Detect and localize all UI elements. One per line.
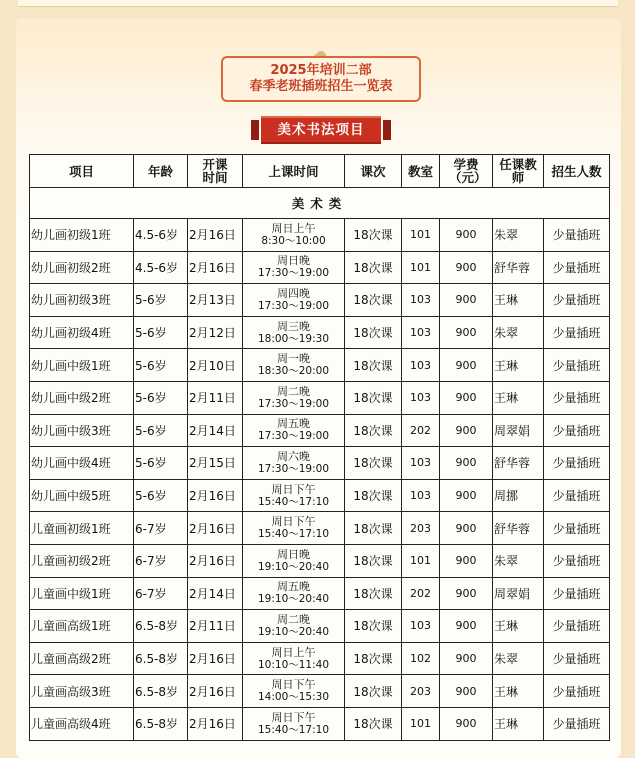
cell-time xyxy=(243,381,345,414)
cell-sessions: 18次课 xyxy=(345,610,402,643)
cell-start: 2月16日 xyxy=(188,544,243,577)
cell-time-day: 周日晚 xyxy=(277,547,310,561)
cell-project: 儿童画初级2班 xyxy=(30,544,134,577)
cell-age: 5-6岁 xyxy=(134,381,188,414)
cell-project: 幼儿画初级3班 xyxy=(30,284,134,317)
cell-quota: 少量插班 xyxy=(544,479,610,512)
cell-time-day: 周六晚 xyxy=(277,449,310,463)
cell-fee: 900 xyxy=(440,381,493,414)
table-row xyxy=(30,251,610,284)
col-header-teacher xyxy=(493,155,544,188)
cell-fee: 900 xyxy=(440,544,493,577)
schedule-table xyxy=(29,154,610,741)
cell-age: 6-7岁 xyxy=(134,512,188,545)
cell-start: 2月16日 xyxy=(188,251,243,284)
cell-fee: 900 xyxy=(440,642,493,675)
cell-fee: 900 xyxy=(440,577,493,610)
cell-age: 4.5-6岁 xyxy=(134,219,188,252)
cell-teacher: 王琳 xyxy=(493,675,544,708)
cell-room: 203 xyxy=(402,512,440,545)
cell-sessions: 18次课 xyxy=(345,316,402,349)
cell-quota: 少量插班 xyxy=(544,544,610,577)
cell-time-range: 15:40～17:10 xyxy=(257,528,330,541)
title-banner xyxy=(221,44,421,102)
cell-time-day: 周日下午 xyxy=(271,678,316,692)
cell-teacher: 周挪 xyxy=(493,479,544,512)
cell-sessions: 18次课 xyxy=(345,219,402,252)
cell-start: 2月13日 xyxy=(188,284,243,317)
col-header-fee xyxy=(440,155,493,188)
cell-project: 幼儿画初级2班 xyxy=(30,251,134,284)
table-row xyxy=(30,610,610,643)
cell-quota: 少量插班 xyxy=(544,642,610,675)
cell-start: 2月15日 xyxy=(188,447,243,480)
cell-time-day: 周日晚 xyxy=(277,254,310,268)
cell-time xyxy=(243,219,345,252)
cell-quota: 少量插班 xyxy=(544,577,610,610)
cell-sessions: 18次课 xyxy=(345,512,402,545)
cell-sessions: 18次课 xyxy=(345,707,402,740)
cell-quota: 少量插班 xyxy=(544,447,610,480)
col-header-age: 年龄 xyxy=(134,155,188,188)
col-header-start xyxy=(188,155,243,188)
cell-room: 103 xyxy=(402,610,440,643)
cell-room: 103 xyxy=(402,349,440,382)
cell-project: 幼儿画初级4班 xyxy=(30,316,134,349)
col-header-project: 项目 xyxy=(30,155,134,188)
cell-sessions: 18次课 xyxy=(345,479,402,512)
cell-teacher: 朱翠 xyxy=(493,316,544,349)
cell-time-range: 8:30～10:00 xyxy=(261,234,326,247)
cell-teacher: 周翠娟 xyxy=(493,414,544,447)
cell-quota: 少量插班 xyxy=(544,512,610,545)
cell-start: 2月11日 xyxy=(188,381,243,414)
cell-room: 103 xyxy=(402,284,440,317)
cell-project: 幼儿画中级4班 xyxy=(30,447,134,480)
cell-teacher: 朱翠 xyxy=(493,219,544,252)
cell-room: 103 xyxy=(402,381,440,414)
cell-time-range: 14:00～15:30 xyxy=(257,691,330,704)
cell-time-range: 17:30～19:00 xyxy=(257,430,330,443)
cell-time-day: 周日上午 xyxy=(271,645,316,659)
cell-start: 2月16日 xyxy=(188,219,243,252)
cell-age: 6-7岁 xyxy=(134,544,188,577)
cell-room: 101 xyxy=(402,544,440,577)
col-header-start-text: 开课时间 xyxy=(202,157,228,185)
cell-time xyxy=(243,414,345,447)
cell-age: 5-6岁 xyxy=(134,316,188,349)
table-row xyxy=(30,707,610,740)
cell-fee: 900 xyxy=(440,479,493,512)
table-header-row xyxy=(30,155,610,188)
cell-time-range: 17:30～19:00 xyxy=(257,462,330,475)
cell-start: 2月16日 xyxy=(188,479,243,512)
title-line-2: 春季老班插班招生一览表 xyxy=(249,79,393,94)
cell-quota: 少量插班 xyxy=(544,219,610,252)
cell-start: 2月14日 xyxy=(188,577,243,610)
cell-sessions: 18次课 xyxy=(345,642,402,675)
cell-teacher: 舒华蓉 xyxy=(493,447,544,480)
cell-time-day: 周二晚 xyxy=(277,612,310,626)
cell-time xyxy=(243,479,345,512)
cell-time xyxy=(243,316,345,349)
cell-age: 5-6岁 xyxy=(134,479,188,512)
cell-time xyxy=(243,707,345,740)
cell-teacher: 朱翠 xyxy=(493,642,544,675)
cell-time xyxy=(243,284,345,317)
cell-teacher: 周翠娟 xyxy=(493,577,544,610)
cell-room: 103 xyxy=(402,447,440,480)
table-row xyxy=(30,544,610,577)
cell-sessions: 18次课 xyxy=(345,414,402,447)
cell-sessions: 18次课 xyxy=(345,251,402,284)
content-card xyxy=(16,18,621,758)
cell-age: 5-6岁 xyxy=(134,447,188,480)
col-header-teacher-text: 任课教师 xyxy=(499,157,537,185)
cell-time-day: 周一晚 xyxy=(277,352,310,366)
cell-age: 6.5-8岁 xyxy=(134,642,188,675)
section-ribbon: 美术书法项目 xyxy=(261,116,381,144)
cell-time-day: 周日下午 xyxy=(271,710,316,724)
cell-quota: 少量插班 xyxy=(544,675,610,708)
cell-room: 202 xyxy=(402,577,440,610)
table-row xyxy=(30,414,610,447)
cell-time xyxy=(243,512,345,545)
cell-teacher: 王琳 xyxy=(493,349,544,382)
cell-sessions: 18次课 xyxy=(345,381,402,414)
cloud-ornament-icon: ☁ xyxy=(313,44,327,60)
cell-time xyxy=(243,577,345,610)
cell-quota: 少量插班 xyxy=(544,349,610,382)
cell-project: 幼儿画中级3班 xyxy=(30,414,134,447)
cell-time-day: 周日下午 xyxy=(271,515,316,529)
cell-teacher: 王琳 xyxy=(493,707,544,740)
table-row xyxy=(30,447,610,480)
col-header-fee-text: 学费（元） xyxy=(449,157,487,185)
cell-time-range: 19:10～20:40 xyxy=(257,593,330,606)
cell-time xyxy=(243,610,345,643)
cell-fee: 900 xyxy=(440,610,493,643)
col-header-sessions: 课次 xyxy=(345,155,402,188)
cell-sessions: 18次课 xyxy=(345,447,402,480)
cell-project: 儿童画初级1班 xyxy=(30,512,134,545)
table-row xyxy=(30,316,610,349)
table-row xyxy=(30,479,610,512)
cell-fee: 900 xyxy=(440,675,493,708)
cell-teacher: 王琳 xyxy=(493,284,544,317)
top-strip xyxy=(18,0,618,7)
schedule-table-wrap xyxy=(29,154,609,741)
cell-fee: 900 xyxy=(440,284,493,317)
cell-teacher: 王琳 xyxy=(493,610,544,643)
cell-time xyxy=(243,447,345,480)
cell-teacher: 朱翠 xyxy=(493,544,544,577)
cell-start: 2月16日 xyxy=(188,512,243,545)
cell-start: 2月14日 xyxy=(188,414,243,447)
table-row xyxy=(30,675,610,708)
cell-sessions: 18次课 xyxy=(345,577,402,610)
cell-time-day: 周三晚 xyxy=(277,319,310,333)
cell-project: 幼儿画中级1班 xyxy=(30,349,134,382)
cell-time-range: 15:40～17:10 xyxy=(257,723,330,736)
cell-sessions: 18次课 xyxy=(345,544,402,577)
cell-room: 102 xyxy=(402,642,440,675)
table-row xyxy=(30,219,610,252)
cell-room: 203 xyxy=(402,675,440,708)
cell-time xyxy=(243,642,345,675)
cell-time-day: 周五晚 xyxy=(277,580,310,594)
cell-age: 5-6岁 xyxy=(134,414,188,447)
cell-start: 2月11日 xyxy=(188,610,243,643)
cell-age: 6.5-8岁 xyxy=(134,707,188,740)
cell-room: 202 xyxy=(402,414,440,447)
cell-teacher: 舒华蓉 xyxy=(493,251,544,284)
cell-project: 幼儿画中级5班 xyxy=(30,479,134,512)
cell-start: 2月12日 xyxy=(188,316,243,349)
cell-quota: 少量插班 xyxy=(544,316,610,349)
cell-time-day: 周四晚 xyxy=(277,286,310,300)
cell-quota: 少量插班 xyxy=(544,610,610,643)
cell-room: 101 xyxy=(402,707,440,740)
col-header-quota: 招生人数 xyxy=(544,155,610,188)
cell-time xyxy=(243,251,345,284)
cell-project: 儿童画高级3班 xyxy=(30,675,134,708)
cell-project: 幼儿画中级2班 xyxy=(30,381,134,414)
title-line-1: 2025年培训二部 xyxy=(270,63,372,78)
cell-age: 6-7岁 xyxy=(134,577,188,610)
cell-project: 幼儿画初级1班 xyxy=(30,219,134,252)
cell-time-day: 周日上午 xyxy=(271,221,316,235)
cell-room: 101 xyxy=(402,219,440,252)
cell-project: 儿童画高级1班 xyxy=(30,610,134,643)
cell-sessions: 18次课 xyxy=(345,349,402,382)
cell-fee: 900 xyxy=(440,219,493,252)
cell-fee: 900 xyxy=(440,447,493,480)
cell-age: 5-6岁 xyxy=(134,284,188,317)
cell-fee: 900 xyxy=(440,349,493,382)
cell-time-range: 17:30～19:00 xyxy=(257,397,330,410)
cell-time-range: 19:10～20:40 xyxy=(257,625,330,638)
cell-fee: 900 xyxy=(440,251,493,284)
category-label: 美术类 xyxy=(30,188,610,219)
cell-project: 儿童画高级2班 xyxy=(30,642,134,675)
table-row xyxy=(30,512,610,545)
cell-quota: 少量插班 xyxy=(544,707,610,740)
category-row xyxy=(30,188,610,219)
cell-time-range: 10:10～11:40 xyxy=(257,658,330,671)
cell-start: 2月16日 xyxy=(188,675,243,708)
col-header-time: 上课时间 xyxy=(243,155,345,188)
cell-start: 2月16日 xyxy=(188,707,243,740)
cell-age: 4.5-6岁 xyxy=(134,251,188,284)
cell-time-range: 18:30～20:00 xyxy=(257,365,330,378)
cell-teacher: 王琳 xyxy=(493,381,544,414)
cell-time-range: 17:30～19:00 xyxy=(257,267,330,280)
cell-time-range: 17:30～19:00 xyxy=(257,299,330,312)
cell-time-range: 15:40～17:10 xyxy=(257,495,330,508)
cell-time-day: 周五晚 xyxy=(277,417,310,431)
table-row xyxy=(30,642,610,675)
table-row xyxy=(30,349,610,382)
cell-age: 5-6岁 xyxy=(134,349,188,382)
cell-time xyxy=(243,675,345,708)
table-row xyxy=(30,381,610,414)
cell-time-day: 周日下午 xyxy=(271,482,316,496)
cell-teacher: 舒华蓉 xyxy=(493,512,544,545)
cell-time-day: 周二晚 xyxy=(277,384,310,398)
cell-fee: 900 xyxy=(440,414,493,447)
cell-quota: 少量插班 xyxy=(544,284,610,317)
cell-time xyxy=(243,544,345,577)
cell-project: 儿童画高级4班 xyxy=(30,707,134,740)
cell-quota: 少量插班 xyxy=(544,381,610,414)
cell-age: 6.5-8岁 xyxy=(134,675,188,708)
cell-fee: 900 xyxy=(440,512,493,545)
cell-sessions: 18次课 xyxy=(345,284,402,317)
cell-quota: 少量插班 xyxy=(544,414,610,447)
cell-room: 103 xyxy=(402,479,440,512)
cell-age: 6.5-8岁 xyxy=(134,610,188,643)
col-header-room: 教室 xyxy=(402,155,440,188)
table-row xyxy=(30,577,610,610)
cell-sessions: 18次课 xyxy=(345,675,402,708)
cell-room: 101 xyxy=(402,251,440,284)
cell-time-range: 18:00～19:30 xyxy=(257,332,330,345)
cell-project: 儿童画中级1班 xyxy=(30,577,134,610)
table-row xyxy=(30,284,610,317)
cell-start: 2月16日 xyxy=(188,642,243,675)
cell-time-range: 19:10～20:40 xyxy=(257,560,330,573)
cell-start: 2月10日 xyxy=(188,349,243,382)
cell-room: 103 xyxy=(402,316,440,349)
cell-fee: 900 xyxy=(440,316,493,349)
cell-fee: 900 xyxy=(440,707,493,740)
cell-time xyxy=(243,349,345,382)
cell-quota: 少量插班 xyxy=(544,251,610,284)
